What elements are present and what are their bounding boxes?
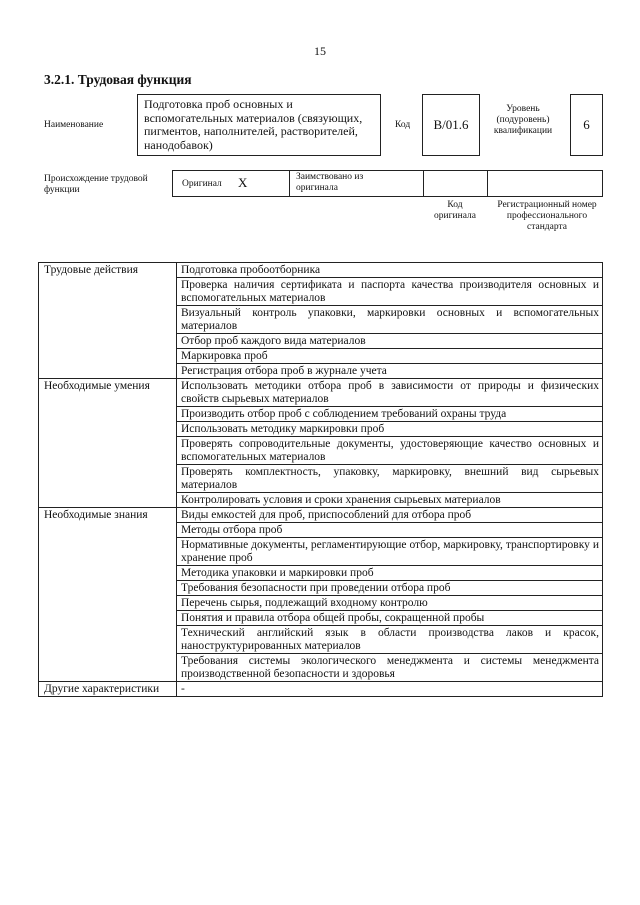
item-cell: Производить отбор проб с соблюдением требований охраны труда [177,407,603,422]
table-row [39,682,603,697]
original-checkmark: X [238,175,248,190]
category-cell: Необходимые умения [39,379,177,508]
origin-divider [289,170,290,197]
item-cell: Методика упаковки и маркировки проб [177,566,603,581]
table-row [39,263,603,278]
item-cell: Визуальный контроль упаковки, маркировки основных и вспомогательных материалов [177,306,603,334]
page-number: 15 [314,44,326,58]
item-cell: - [177,682,603,697]
borrowed-label: Заимствовано из оригинала [296,172,364,193]
item-cell: Проверять комплектность, упаковку, маркировку, внешний вид сырьевых материалов [177,465,603,493]
table-row [39,379,603,407]
category-cell: Необходимые знания [39,508,177,682]
code-original-caption: Код оригинала [434,200,476,221]
original-label: Оригинал [182,179,222,189]
item-cell: Понятия и правила отбора общей пробы, сокращенной пробы [177,611,603,626]
origin-label: Происхождение трудовой функции [44,174,148,195]
function-details-table [38,262,603,697]
item-cell: Проверка наличия сертификата и паспорта качества производителя основных и вспомогательных материалов [177,278,603,306]
origin-divider [487,170,488,197]
item-cell: Использовать методики отбора проб в зависимости от природы и физических свойств сырьевых материалов [177,379,603,407]
function-name-box [137,94,381,156]
item-cell: Нормативные документы, регламентирующие отбор, маркировку, транспортировку и хранение проб [177,538,603,566]
code-label: Код [395,120,411,130]
item-cell: Маркировка проб [177,349,603,364]
item-cell: Подготовка пробоотборника [177,263,603,278]
qualification-level-label: Уровень (подуровень) квалификации [493,104,553,136]
item-cell: Отбор проб каждого вида материалов [177,334,603,349]
name-label: Наименование [44,120,104,130]
origin-divider [423,170,424,197]
qualification-level-box [570,94,603,156]
item-cell: Методы отбора проб [177,523,603,538]
item-cell: Контролировать условия и сроки хранения сырьевых материалов [177,493,603,508]
function-name-value: Подготовка проб основных и вспомогательных материалов (связующих, пигментов, наполнителей, растворителей, нанодобавок) [144,97,363,152]
registration-number-caption: Регистрационный номер профессионального стандарта [497,200,597,232]
code-value: B/01.6 [433,117,469,132]
table-row [39,508,603,523]
category-cell: Трудовые действия [39,263,177,379]
category-cell: Другие характеристики [39,682,177,697]
item-cell: Требования системы экологического менеджмента и системы менеджмента производственной безопасности и здоровья [177,654,603,682]
item-cell: Регистрация отбора проб в журнале учета [177,364,603,379]
item-cell: Технический английский язык в области производства лаков и красок, наноструктурированных материалов [177,626,603,654]
qualification-level-value: 6 [583,117,590,132]
item-cell: Перечень сырья, подлежащий входному контролю [177,596,603,611]
item-cell: Проверять сопроводительные документы, удостоверяющие качество основных и вспомогательных материалов [177,437,603,465]
code-value-box [422,94,480,156]
item-cell: Требования безопасности при проведении отбора проб [177,581,603,596]
item-cell: Виды емкостей для проб, приспособлений для отбора проб [177,508,603,523]
item-cell: Использовать методику маркировки проб [177,422,603,437]
section-title: 3.2.1. Трудовая функция [44,72,192,87]
